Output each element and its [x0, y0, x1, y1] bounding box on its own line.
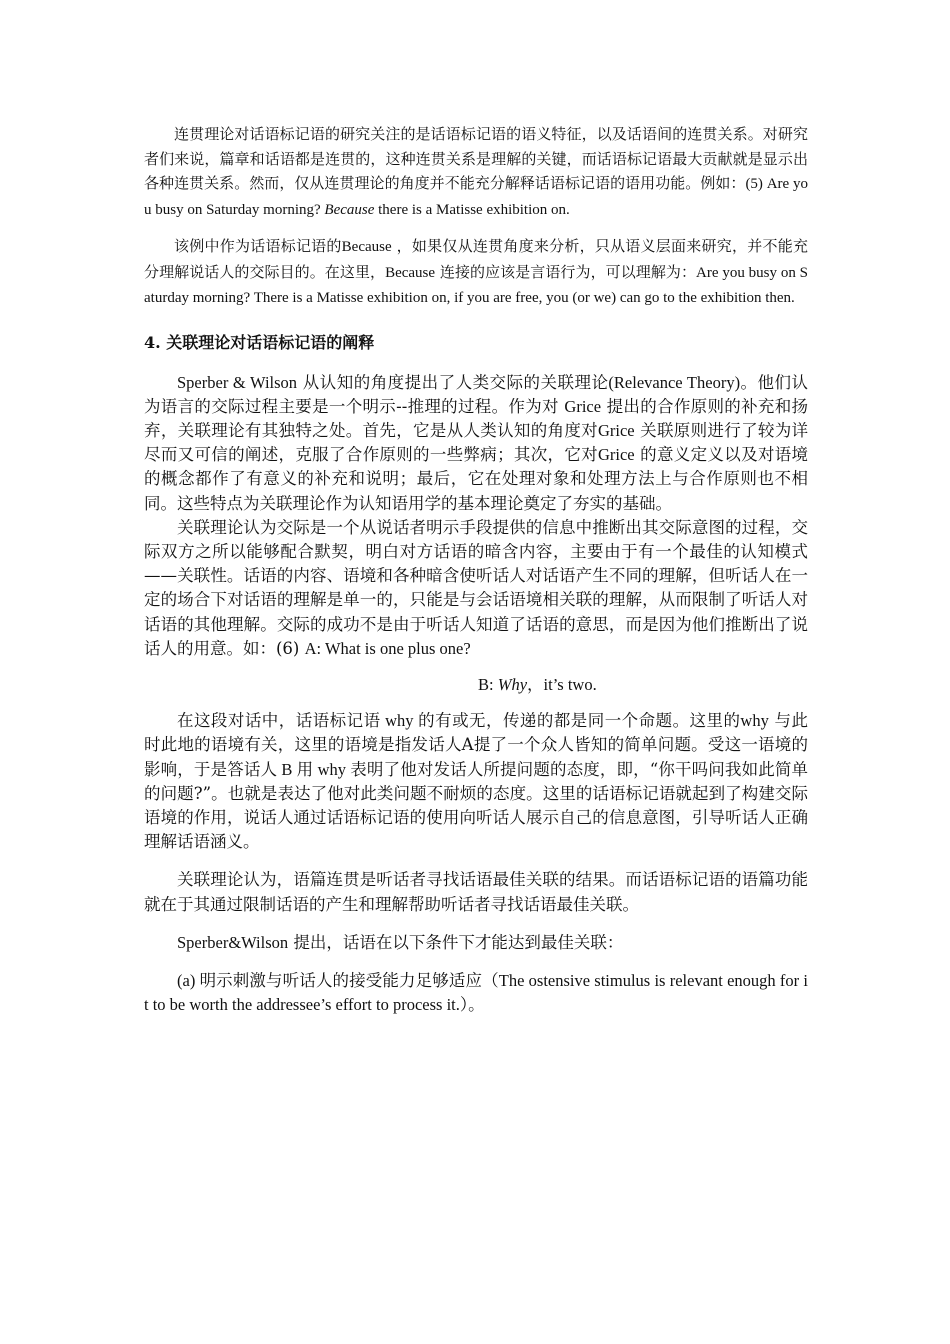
document-page — [144, 122, 808, 1017]
paragraph-communication-inference: 关联理论认为交际是一个从说话者明示手段提供的信息中推断出其交际意图的过程，交际双方之所以能够配合默契，明白对方话语的暗含内容，主要由于有一个最佳的认知模式——关联性。话语的内容、语境和各种暗含使听话人对话语产生不同的理解，但听话人在一定的场合下对话语的理解是单一的，只能是与会话语境相关联的理解，从而限制了听话人对话语的其他理解。交际的成功不是由于听话人知道了话语的意思，而是因为他们推断出了说话人的用意。如：(6) A: What is one plus one? — [144, 517, 808, 658]
paragraph-optimal-relevance-conditions: Sperber&Wilson 提出，话语在以下条件下才能达到最佳关联： — [177, 932, 624, 952]
paragraph-coherence-theory: 连贯理论对话语标记语的研究关注的是话语标记语的语义特征，以及话语间的连贯关系。对研究者们来说，篇章和话语都是连贯的，这种连贯关系是理解的关键，而话语标记语最大贡献就是显示出各种连贯关系。然而，仅从连贯理论的角度并不能充分解释话语标记语的语用功能。例如：(5) Are you busy on Saturday morning? Because there is a Matisse exhibition on. — [144, 125, 808, 218]
section-heading: 4. 关联理论对话语标记语的阐释 — [144, 332, 375, 352]
paragraph-why-analysis: 在这段对话中，话语标记语 why 的有或无，传递的都是同一个命题。这里的why 与此时此地的语境有关，这里的语境是指发话人A提了一个众人皆知的简单问题。受这一语境的影响，于是答话人 B 用 why 表明了他对发话人所提问题的态度，即，“你干吗问我如此简单的问题?”。也就是表达了他对此类问题不耐烦的态度。这里的话语标记语就起到了构建交际语境的作用，说话人通过话语标记语的使用向听话人展示自己的信息意图，引导听话人正确理解话语涵义。 — [144, 711, 809, 852]
dialog-speaker-b: B: Why，it’s two. — [478, 674, 597, 694]
paragraph-relevance-theory-intro: Sperber & Wilson 从认知的角度提出了人类交际的关联理论(Relevance Theory)。他们认为语言的交际过程主要是一个明示--推理的过程。作为对 Grice 提出的合作原则的补充和扬弃，关联理论有其独特之处。首先，它是从人类认知的角度对Grice 关联原则进行了较为详尽而又可信的阐述，克服了合作原则的一些弊病；其次，它对Grice 的意义定义以及对语境的概念都作了有意义的补充和说明；最后，它在处理对象和处理方法上与合作原则也不相同。这些特点为关联理论作为认知语用学的基本理论奠定了夯实的基础。 — [144, 372, 809, 513]
paragraph-discourse-coherence: 关联理论认为，语篇连贯是听话者寻找话语最佳关联的结果。而话语标记语的语篇功能就在于其通过限制话语的产生和理解帮助听话者寻找话语最佳关联。 — [144, 870, 808, 914]
paragraph-because-example: 该例中作为话语标记语的Because ，如果仅从连贯角度来分析，只从语义层面来研究，并不能充分理解说话人的交际目的。在这里，Because 连接的应该是言语行为，可以理解为：Are you busy on Saturday morning? There is a Matisse exhibition on, if you are free, you (or we) can go to the exhibition then. — [144, 237, 808, 306]
paragraph-condition-a: (a) 明示刺激与听话人的接受能力足够适应（The ostensive stimulus is relevant enough for it to be worth the addressee’s effort to process it.）。 — [144, 970, 808, 1015]
